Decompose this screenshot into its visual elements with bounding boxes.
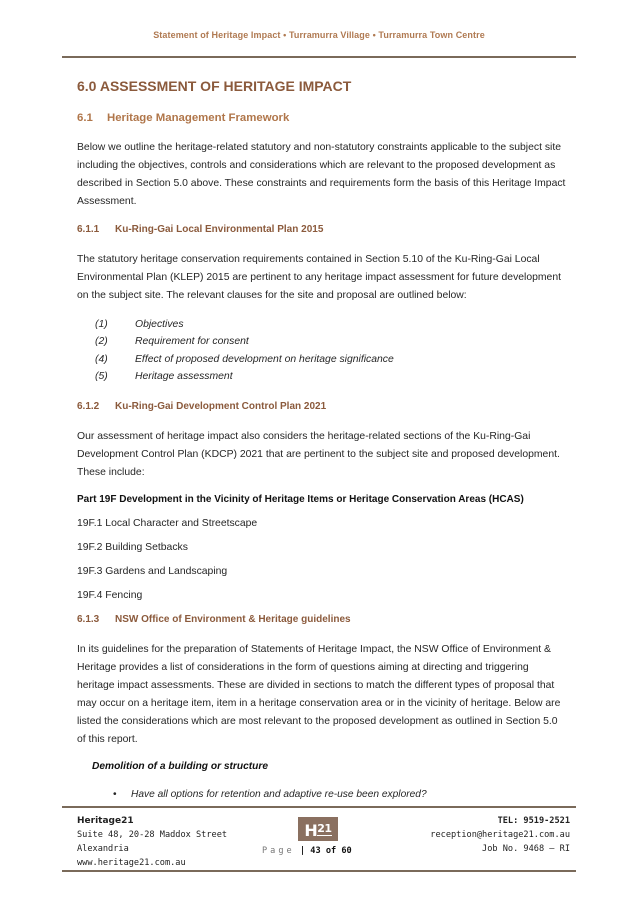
heading-6-1-1 (77, 224, 323, 235)
header-rule (62, 56, 576, 58)
job-number: Job No. 9468 – RI (482, 844, 570, 854)
section-title: 6.0 ASSESSMENT OF HERITAGE IMPACT (77, 78, 352, 94)
paragraph-6-1: Below we outline the heritage-related statutory and non-statutory constraints applicable to the subject site including the objectives, controls and considerations which are relevant to the proposed development as described in Section 5.0 above. These constraints and requirements form the basis of this Heritage Impact Assessment. (77, 142, 566, 207)
heading-number: 6.1.1 (77, 224, 100, 235)
heading-text: NSW Office of Environment & Heritage guidelines (115, 614, 351, 625)
heading-text: Heritage Management Framework (107, 112, 290, 124)
list-item: 19F.1 Local Character and Streetscape (77, 518, 258, 529)
part-heading: Part 19F Development in the Vicinity of Heritage Items or Heritage Conservation Areas (HCAS) (77, 494, 524, 505)
list-item: 19F.3 Gardens and Landscaping (77, 566, 228, 577)
paragraph-6-1-3: In its guidelines for the preparation of Statements of Heritage Impact, the NSW Office of Environment & Heritage provides a list of considerations in the form of questions aiming at directing and triggering heritage impact assessments. These are divided in sections to match the different types of proposal that may occur on a heritage item, item in a heritage conservation area or in the vicinity of heritage. Below are listed the considerations which are most relevant to the proposed development as outlined in Section 5.0 of this report. (77, 644, 561, 745)
list-item: (1) Objectives (95, 319, 184, 330)
page-number: Page | 43 of 60 (262, 846, 352, 856)
bullet-item: • Have all options for retention and adaptive re-use been explored? (113, 789, 427, 800)
heading-text: Ku-Ring-Gai Local Environmental Plan 2015 (115, 224, 324, 235)
clause-list (95, 316, 394, 385)
heading-6-1 (77, 112, 289, 124)
company-name: Heritage21 (77, 816, 134, 826)
heritage21-logo: $H^{21}$ (298, 817, 338, 841)
footer-rule-top (62, 806, 576, 808)
heading-number: 6.1.3 (77, 614, 100, 625)
email-link[interactable]: reception@heritage21.com.au (430, 830, 570, 840)
paragraph-6-1-2: Our assessment of heritage impact also considers the heritage-related sections of the Ku-Ring-Gai Development Control Plan (KDCP) 2021 that are pertinent to the subject site and proposed development. These include: (77, 431, 560, 478)
list-item: (2) Requirement for consent (95, 336, 249, 348)
list-item: 19F.4 Fencing (77, 590, 143, 601)
footer-address (77, 814, 227, 870)
heading-6-1-3 (77, 614, 351, 625)
address-line-1: Suite 48, 20-28 Maddox Street (77, 830, 228, 840)
list-item: 19F.2 Building Setbacks (77, 542, 188, 553)
heading-number: 6.1 (77, 112, 93, 124)
heading-text: Ku-Ring-Gai Development Control Plan 2021 (115, 401, 327, 412)
demolition-heading: Demolition of a building or structure (92, 761, 269, 772)
address-line-2: Alexandria (77, 844, 129, 854)
heading-6-1-2 (77, 401, 326, 412)
telephone: TEL: 9519-2521 (497, 816, 570, 826)
list-item: (4) Effect of proposed development on heritage significance (95, 353, 394, 365)
running-header: Statement of Heritage Impact • Turramurra Village • Turramurra Town Centre (153, 30, 485, 40)
footer-contact (430, 814, 570, 856)
heading-number: 6.1.2 (77, 401, 100, 412)
bullet-icon: • (113, 789, 117, 800)
list-item: (5) Heritage assessment (95, 370, 233, 382)
paragraph-6-1-1: The statutory heritage conservation requirements contained in Section 5.10 of the Ku-Ring-Gai Local Environmental Plan (KLEP) 2015 are pertinent to any heritage impact assessment for future development on the subject site. The relevant clauses for the site and proposal are outlined below: (77, 254, 562, 301)
website-link[interactable]: www.heritage21.com.au (77, 858, 186, 868)
footer-rule-bottom (62, 870, 576, 872)
